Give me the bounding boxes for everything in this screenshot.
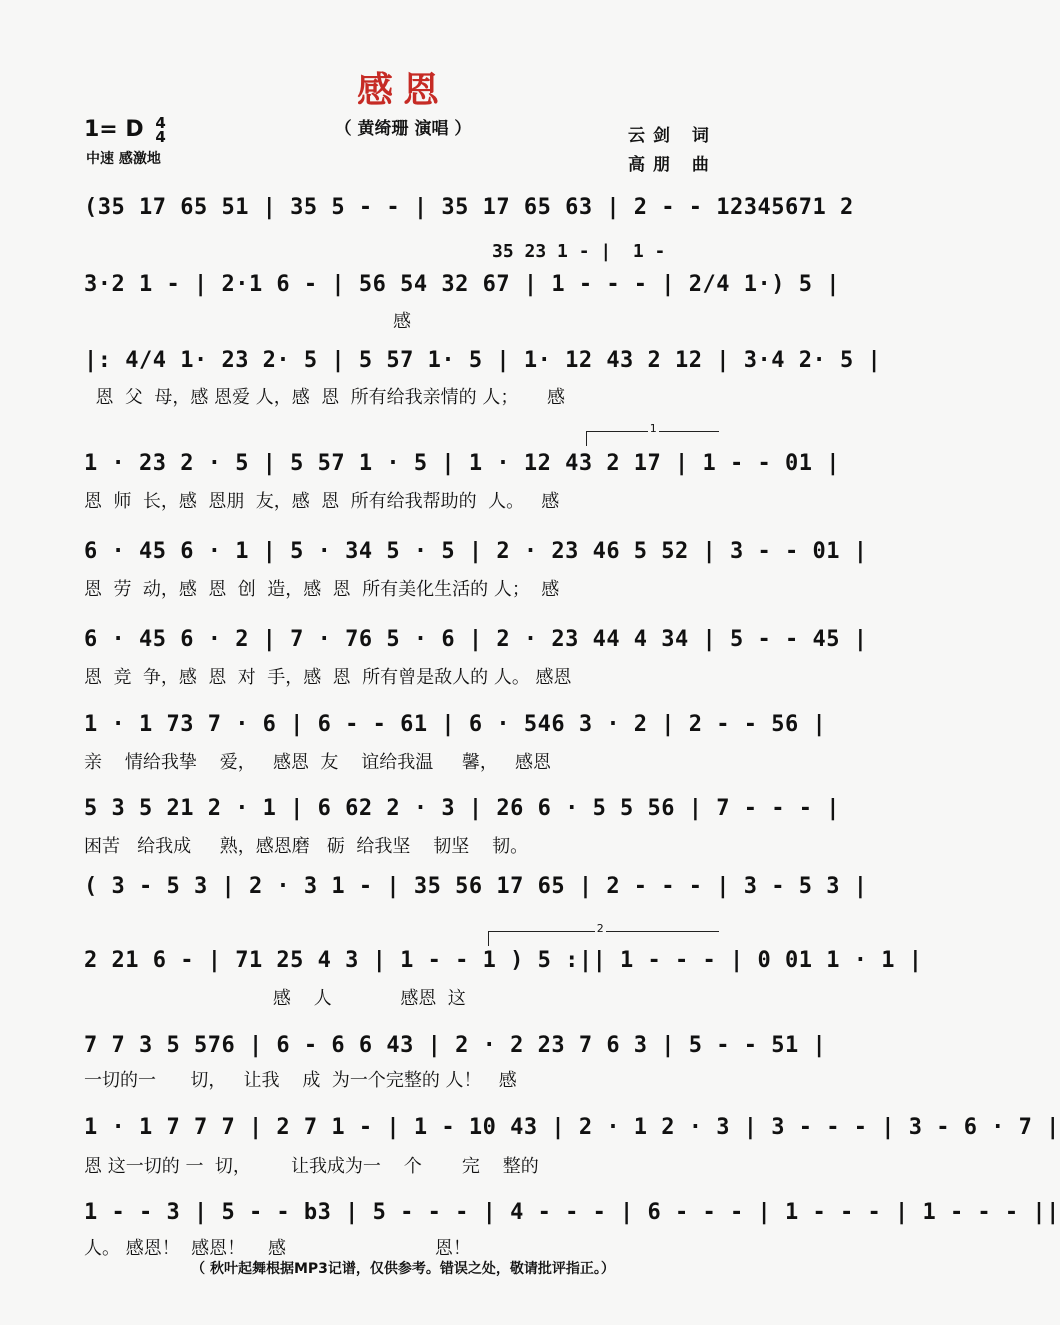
time-sig-top: 4 bbox=[155, 114, 166, 132]
notation-row: ( 3 - 5 3 | 2 · 3 1 - | 35 56 17 65 | 2 - - - | 3 - 5 3 | bbox=[84, 874, 868, 899]
notation-row: 3·2 1 - | 2·1 6 - | 56 54 32 67 | 1 - - - | 2/4 1·) 5 | bbox=[84, 272, 840, 297]
lyrics-row: 恩 竞 争，感 恩 对 手，感 恩 所有曾是敌人的 人。 感恩 bbox=[84, 667, 572, 688]
volta-number: 2 bbox=[596, 922, 604, 935]
singer-credit: （ 黄绮珊 演唱 ） bbox=[334, 119, 472, 139]
footnote: （ 秋叶起舞根据MP3记谱，仅供参考。错误之处，敬请批评指正。） bbox=[191, 1261, 615, 1277]
lyrics-row: 感 人 感恩 这 bbox=[84, 988, 466, 1009]
lyrics-row: 恩 劳 动，感 恩 创 造，感 恩 所有美化生活的 人； 感 bbox=[84, 579, 560, 600]
notation-row: 1 · 1 7 7 7 | 2 7 1 - | 1 - 10 43 | 2 · 1 2 · 3 | 3 - - - | 3 - 6 · 7 | bbox=[84, 1115, 1060, 1140]
song-title: 感恩 bbox=[356, 70, 449, 111]
notation-row: 5 3 5 21 2 · 1 | 6 62 2 · 3 | 26 6 · 5 5 56 | 7 - - - | bbox=[84, 796, 840, 821]
lyrics-row: 亲 情给我挚 爱， 感恩 友 谊给我温 馨， 感恩 bbox=[84, 752, 552, 773]
lyrics-row: 恩 这一切的 一 切， 让我成为一 个 完 整的 bbox=[84, 1156, 539, 1177]
notation-row: |: 4/4 1· 23 2· 5 | 5 57 1· 5 | 1· 12 43 2 12 | 3·4 2· 5 | bbox=[84, 348, 882, 373]
notation-row: 1 · 1 73 7 · 6 | 6 - - 61 | 6 · 546 3 · 2 | 2 - - 56 | bbox=[84, 712, 827, 737]
lyrics-row: 感 bbox=[84, 311, 411, 332]
notation-row: 2 21 6 - | 71 25 4 3 | 1 - - 1 ) 5 :|| 1 - - - | 0 01 1 · 1 | bbox=[84, 948, 923, 973]
tempo-marking: 中速 感激地 bbox=[86, 151, 161, 167]
lyrics-row: 一切的一 切， 让我 成 为一个完整的 人！ 感 bbox=[84, 1070, 517, 1091]
notation-row: 1 - - 3 | 5 - - b3 | 5 - - - | 4 - - - | 6 - - - | 1 - - - | 1 - - - || bbox=[84, 1200, 1060, 1225]
notation-row: 1 · 23 2 · 5 | 5 57 1 · 5 | 1 · 12 43 2 17 | 1 - - 01 | bbox=[84, 451, 840, 476]
notation-row: 6 · 45 6 · 2 | 7 · 76 5 · 6 | 2 · 23 44 4 34 | 5 - - 45 | bbox=[84, 627, 868, 652]
key-label: 1= D bbox=[84, 117, 144, 142]
lyrics-row: 困苦 给我成 熟，感恩磨 砺 给我坚 韧坚 韧。 bbox=[84, 836, 529, 857]
upper-staff-notes: 35 23 1 - | 1 - bbox=[492, 241, 666, 262]
time-sig-bottom: 4 bbox=[155, 128, 166, 146]
lyrics-row: 恩 师 长，感 恩朋 友，感 恩 所有给我帮助的 人。 感 bbox=[84, 491, 560, 512]
notation-row: 6 · 45 6 · 1 | 5 · 34 5 · 5 | 2 · 23 46 5 52 | 3 - - 01 | bbox=[84, 539, 868, 564]
key-signature bbox=[84, 116, 166, 144]
time-signature bbox=[155, 116, 165, 144]
notation-row: (35 17 65 51 | 35 5 - - | 35 17 65 63 | 2 - - 12345671 2 bbox=[84, 195, 854, 220]
volta-number: 1 bbox=[649, 422, 657, 435]
volta-ending-1 bbox=[586, 422, 719, 446]
lyrics-row: 恩 父 母，感 恩爱 人，感 恩 所有给我亲情的 人； 感 bbox=[84, 387, 565, 408]
lyricist-credit: 云剑 词 bbox=[628, 126, 717, 146]
composer-credit: 高朋 曲 bbox=[628, 155, 717, 175]
notation-row: 7 7 3 5 576 | 6 - 6 6 43 | 2 · 2 23 7 6 3 | 5 - - 51 | bbox=[84, 1033, 827, 1058]
lyrics-row: 人。 感恩！ 感恩！ 感 恩！ bbox=[84, 1238, 471, 1259]
volta-ending-2 bbox=[488, 922, 719, 946]
